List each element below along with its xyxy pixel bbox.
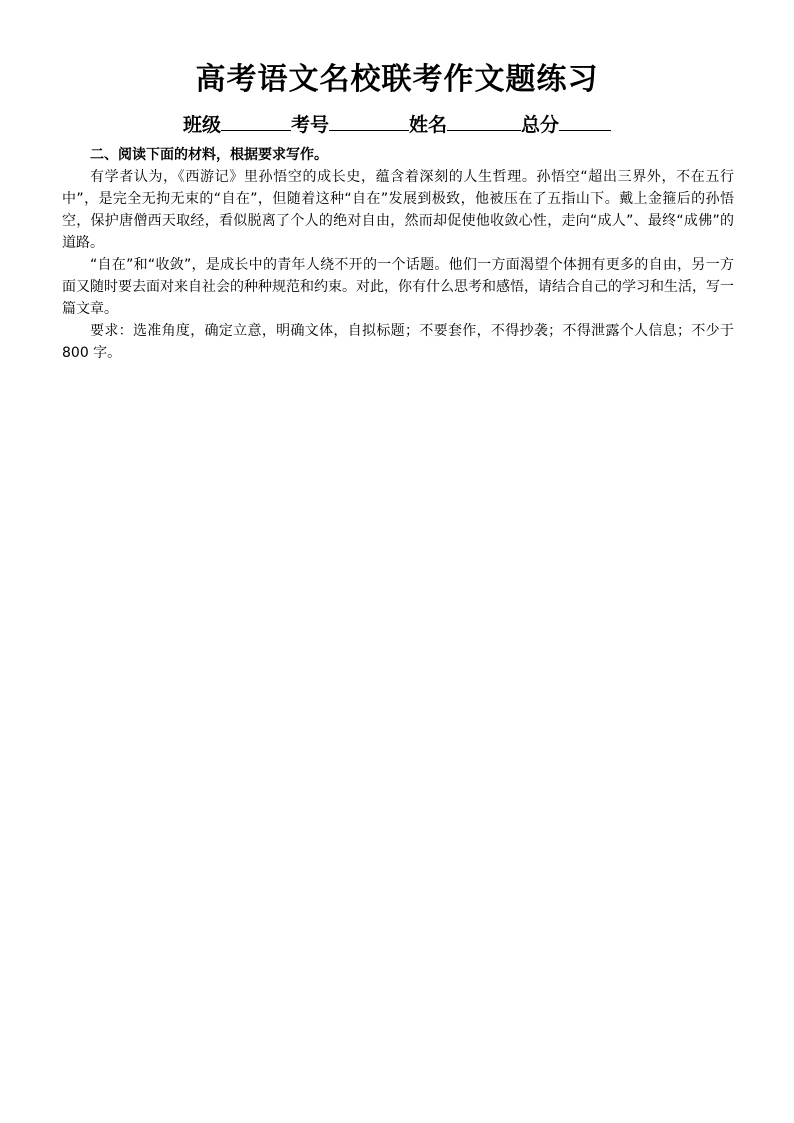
total-score-label: 总分 [521, 114, 560, 136]
prompt-paragraph: “自在”和“收敛”，是成长中的青年人绕不开的一个话题。他们一方面渴望个体拥有更多的自由，另一方面又随时要去面对来自社会的种种规范和约束。对此，你有什么思考和感悟，请结合自己的学习和生活，写一篇文章。 [62, 257, 734, 317]
name-blank-field [447, 110, 521, 131]
class-label: 班级 [182, 114, 221, 136]
name-label: 姓名 [409, 114, 448, 136]
class-blank-field [221, 110, 291, 131]
total-score-blank-field [559, 110, 611, 131]
essay-question-content [62, 144, 734, 364]
section-heading: 二、阅读下面的材料，根据要求写作。 [90, 147, 328, 163]
student-info-line [0, 110, 794, 139]
requirements-paragraph: 要求：选准角度，确定立意，明确文体，自拟标题；不要套作，不得抄袭；不得泄露个人信息；不少于 800 字。 [62, 323, 734, 361]
exam-number-label: 考号 [290, 114, 329, 136]
document-title: 高考语文名校联考作文题练习 [195, 62, 599, 97]
exam-number-blank-field [329, 110, 409, 131]
material-paragraph: 有学者认为，《西游记》里孙悟空的成长史，蕴含着深刻的人生哲理。孙悟空“超出三界外，不在五行中”，是完全无拘无束的“自在”，但随着这种“自在”发展到极致，他被压在了五指山下。戴上金箍后的孙悟空，保护唐僧西天取经，看似脱离了个人的绝对自由，然而却促使他收敛心性，走向“成人”、最终“成佛”的道路。 [62, 169, 734, 251]
